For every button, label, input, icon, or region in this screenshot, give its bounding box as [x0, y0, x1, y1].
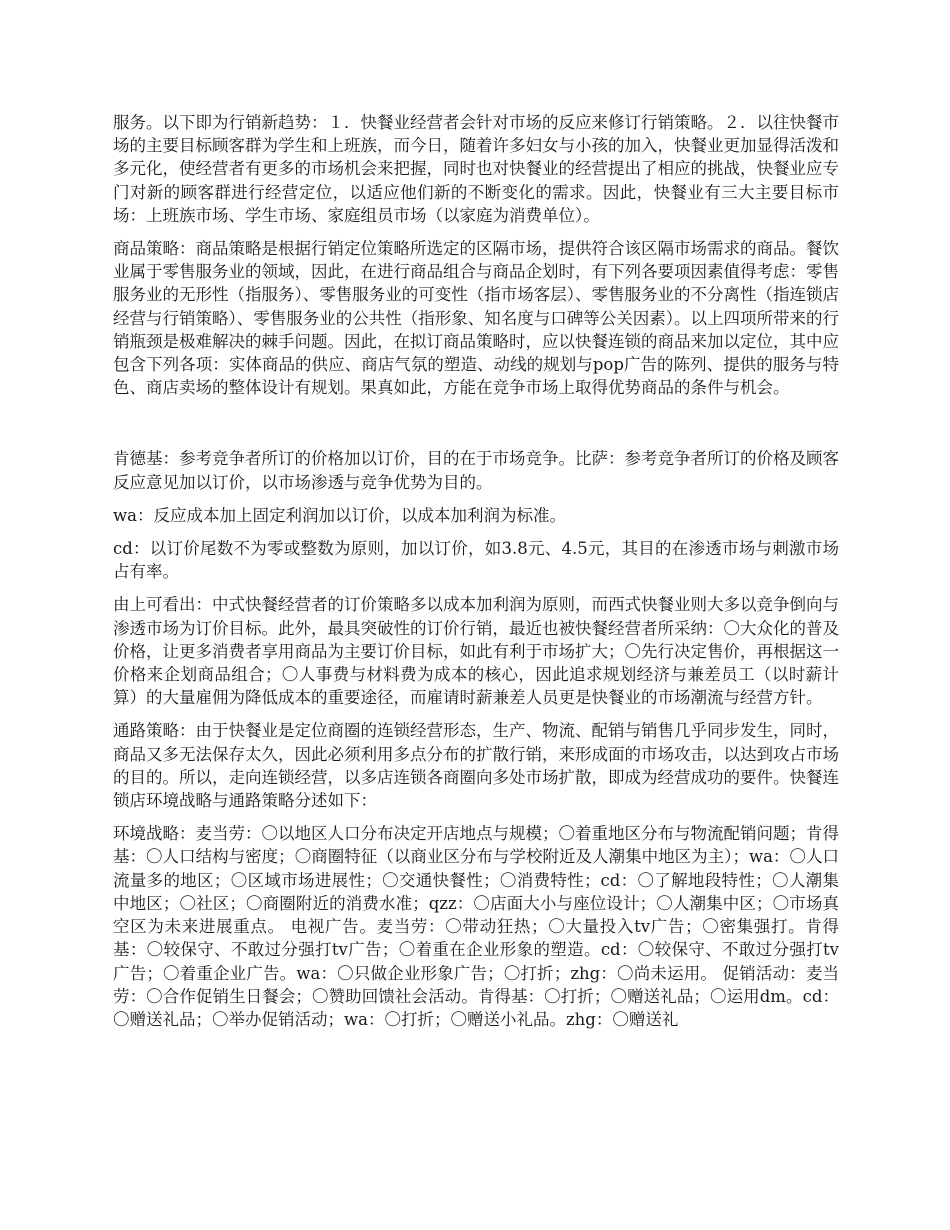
paragraph-product-strategy: 商品策略：商品策略是根据行销定位策略所选定的区隔市场，提供符合该区隔市场需求的商品。餐饮业属于零售服务业的领域，因此，在进行商品组合与商品企划时，有下列各要项因素值得考虑：零售服务业的无形性（指服务）、零售服务业的可变性（指市场客层）、零售服务业的不分离性（指连锁店经营与行销策略）、零售服务业的公共性（指形象、知名度与口碑等公关因素）。以上四项所带来的行销瓶颈是极难解决的棘手问题。因此，在拟订商品策略时，应以快餐连锁的商品来加以定位，其中应包含下列各项：实体商品的供应、商店气氛的塑造、动线的规划与pop广告的陈列、提供的服务与特色、商店卖场的整体设计有规划。果真如此，方能在竞争市场上取得优势商品的条件与机会。: [113, 239, 839, 398]
paragraph-market-trends: 服务。以下即为行销新趋势：１．快餐业经营者会针对市场的反应来修订行销策略。２．以往快餐市场的主要目标顾客群为学生和上班族，而今日，随着许多妇女与小孩的加入，快餐业更加显得活泼和多元化，使经营者有更多的市场机会来把握，同时也对快餐业的经营提出了相应的挑战，快餐业应专门对新的顾客群进行经营定位，以适应他们新的不断变化的需求。因此，快餐业有三大主要目标市场：上班族市场、学生市场、家庭组员市场（以家庭为消费单位）。: [113, 113, 839, 225]
section-gap: [113, 409, 839, 447]
document-body: [113, 111, 839, 1041]
paragraph-wa-pricing: wa：反应成本加上固定利润加以订价，以成本加利润为标准。: [113, 505, 566, 525]
paragraph-pricing-summary: 由上可看出：中式快餐经营者的订价策略多以成本加利润为原则，而西式快餐业则大多以竞争倒向与渗透市场为订价目标。此外，最具突破性的订价行销，最近也被快餐经营者所采纳：〇大众化的普及价格，让更多消费者享用商品为主要订价目标，如此有利于市场扩大；〇先行决定售价，再根据这一价格来企划商品组合；〇人事费与材料费为成本的核心，因此追求规划经济与兼差员工（以时薪计算）的大量雇佣为降低成本的重要途径，而雇请时薪兼差人员更是快餐业的市场潮流与经营方针。: [113, 595, 839, 708]
paragraph-kfc-pizza-pricing: 肯德基：参考竞争者所订的价格加以订价，目的在于市场竞争。比萨：参考竞争者所订的价格及顾客反应意见加以订价，以市场渗透与竞争优势为目的。: [113, 449, 839, 492]
paragraph-channel-strategy: 通路策略：由于快餐业是定位商圈的连锁经营形态，生产、物流、配销与销售几乎同步发生，同时，商品又多无法保存太久，因此必须利用多点分布的扩散行销，来形成面的市场攻击，以达到攻占市场的目的。所以，走向连锁经营，以多店连锁各商圈向多处市场扩散，即成为经营成功的要件。快餐连锁店环境战略与通路策略分述如下：: [113, 721, 839, 811]
paragraph-cd-pricing: cd：以订价尾数不为零或整数为原则，加以订价，如3.8元、4.5元，其目的在渗透市场与刺激市场占有率。: [113, 539, 839, 582]
paragraph-environment-strategy: 环境战略：麦当劳：〇以地区人口分布决定开店地点与规模；〇着重地区分布与物流配销问题；肯得基：〇人口结构与密度；〇商圈特征（以商业区分布与学校附近及人潮集中地区为主）；wa：〇人口流量多的地区；〇区域市场进展性；〇交通快餐性；〇消费特性；cd：〇了解地段特性；〇人潮集中地区；〇社区；〇商圈附近的消费水准；qzz：〇店面大小与座位设计；〇人潮集中区；〇市场真空区为未来进展重点。 电视广告。麦当劳：〇带动狂热；〇大量投入tv广告；〇密集强打。肯得基：〇较保守、不敢过分强打tv广告；〇着重在企业形象的塑造。cd：〇较保守、不敢过分强打tv广告；〇着重企业广告。wa：〇只做企业形象广告；〇打折；zhg：〇尚未运用。 促销活动：麦当劳：〇合作促销生日餐会；〇赞助回馈社会活动。肯得基：〇打折；〇赠送礼品；〇运用dm。cd：〇赠送礼品；〇举办促销活动；wa：〇打折；〇赠送小礼品。zhg：〇赠送礼: [113, 824, 839, 1029]
